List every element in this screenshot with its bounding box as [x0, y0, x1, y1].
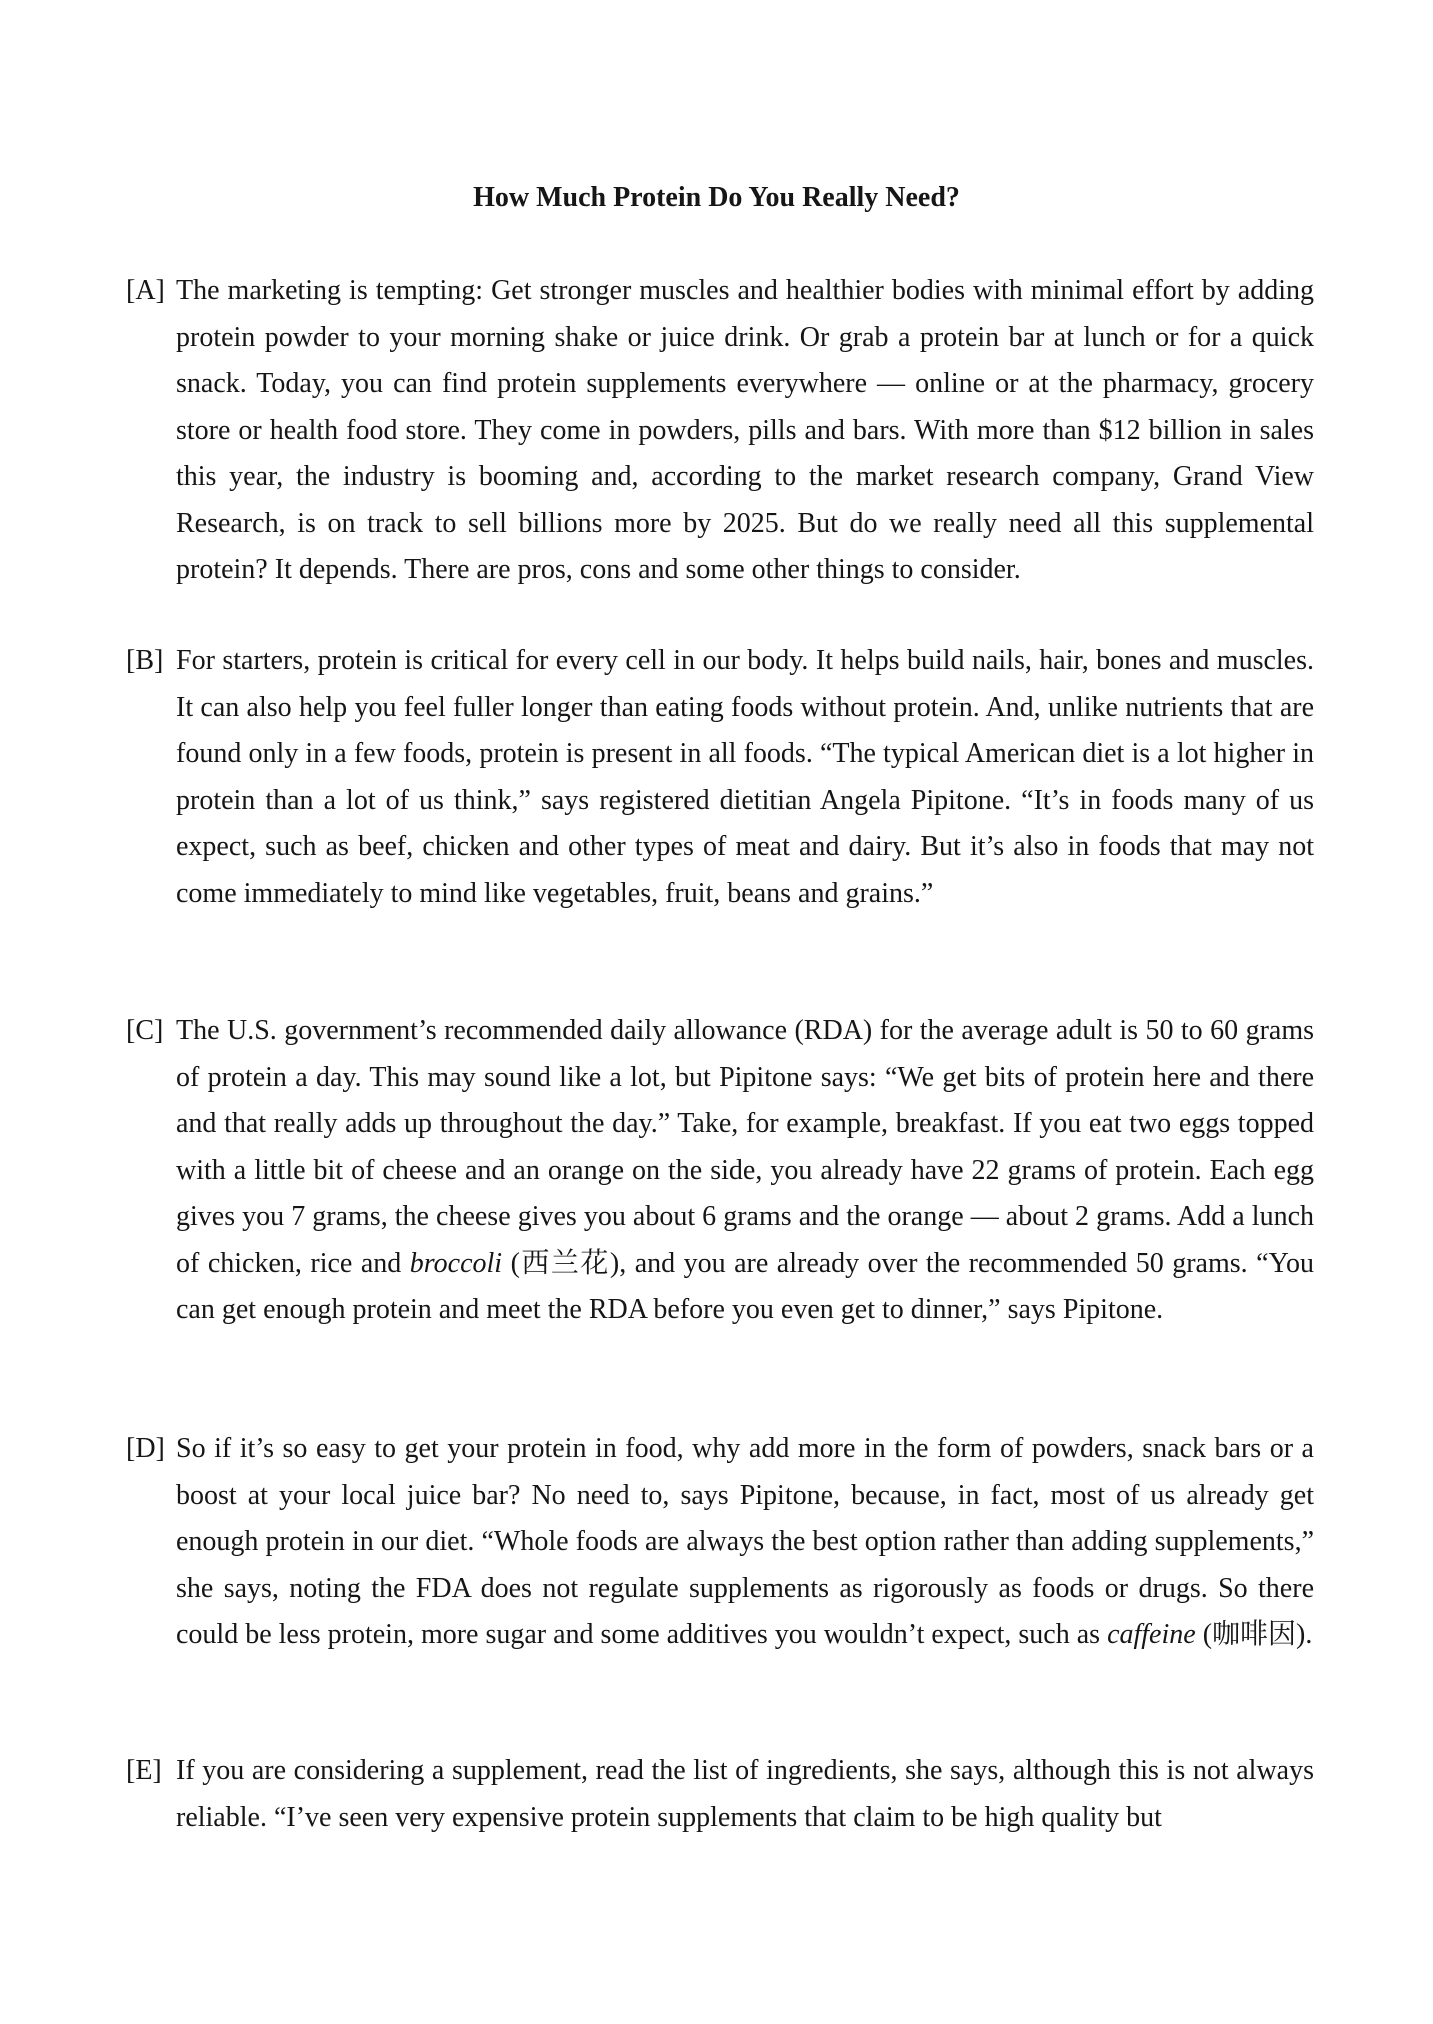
paragraph-e — [126, 1748, 1314, 1841]
paragraph-text-before: The U.S. government’s recommended daily allowance (RDA) for the average adult is 50 to 60 grams of protein a day. This may sound like a lot, but Pipitone says: “We get bits of protein here and there and that really adds up throughout the day.” Take, for example, breakfast. If you eat two eggs topped with a little bit of cheese and an orange on the side, you already have 22 grams of protein. Each egg gives you 7 grams, the cheese gives you about 6 grams and the orange — about 2 grams. Add a lunch of chicken, rice and — [176, 1015, 1314, 1279]
paragraph-text-before: So if it’s so easy to get your protein in food, why add more in the form of powders, snack bars or a boost at your local juice bar? No need to, says Pipitone, because, in fact, most of us already get enough protein in our diet. “Whole foods are always the best option rather than adding supplements,” she says, noting the FDA does not regulate supplements as rigorously as foods or drugs. So there could be less protein, more sugar and some additives you wouldn’t expect, such as — [176, 1433, 1314, 1650]
paragraph-label: [B] — [126, 645, 164, 676]
paragraph-a — [126, 268, 1314, 594]
paragraph-label: [A] — [126, 275, 165, 306]
paragraph-text — [126, 1426, 1314, 1659]
vocabulary-term: broccoli — [409, 1247, 503, 1279]
vocabulary-term: caffeine — [1107, 1619, 1196, 1650]
document-title: How Much Protein Do You Really Need? — [473, 182, 960, 213]
paragraph-b — [126, 638, 1314, 917]
paragraph-text — [126, 1008, 1314, 1334]
paragraph-text-after: . — [1305, 1619, 1313, 1650]
paragraph-label: [E] — [126, 1755, 162, 1786]
paragraph-label: [D] — [126, 1433, 165, 1464]
vocabulary-gloss: (咖啡因) — [1202, 1619, 1306, 1650]
paragraph-text: If you are considering a supplement, read the list of ingredients, she says, although this is not always reliable. “I’ve seen very expensive protein supplements that claim to be high quality but — [176, 1755, 1314, 1833]
paragraph-text: The marketing is tempting: Get stronger muscles and healthier bodies with minimal effort by adding protein powder to your morning shake or juice drink. Or grab a protein bar at lunch or for a quick snack. Today, you can find protein supplements everywhere — online or at the pharmacy, grocery store or health food store. They come in powders, pills and bars. With more than $12 billion in sales this year, the industry is booming and, according to the market research company, Grand View Research, is on track to sell billions more by 2025. But do we really need all this supplemental protein? It depends. There are pros, cons and some other things to consider. — [176, 275, 1314, 585]
paragraph-label: [C] — [126, 1015, 164, 1046]
paragraph-text: For starters, protein is critical for every cell in our body. It helps build nails, hair, bones and muscles. It can also help you feel fuller longer than eating foods without protein. And, unlike nutrients that are found only in a few foods, protein is present in all foods. “The typical American diet is a lot higher in protein than a lot of us think,” says registered dietitian Angela Pipitone. “It’s in foods many of us expect, such as beef, chicken and other types of meat and dairy. But it’s also in foods that may not come immediately to mind like vegetables, fruit, beans and grains.” — [176, 645, 1314, 909]
paragraph-d — [126, 1426, 1314, 1659]
paragraph-text-after: , and you are already over the recommended 50 grams. “You can get enough protein and meet the RDA before you even get to dinner,” says Pipitone. — [176, 1247, 1314, 1325]
paragraph-c — [126, 1008, 1314, 1334]
vocabulary-gloss: (西兰花) — [510, 1247, 620, 1279]
